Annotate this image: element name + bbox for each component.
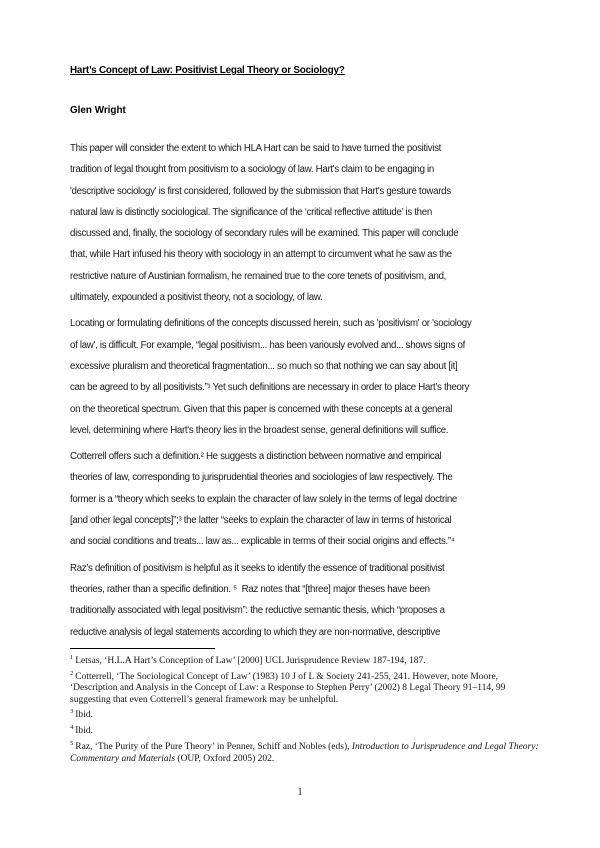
footnote xyxy=(70,742,540,765)
text-line: level, determining where Hart's theory lies in the broadest sense, general definitions will suffice. xyxy=(70,424,449,436)
text-line: can be agreed to by all positivists.”¹ Yet such definitions are necessary in order to place Hart’s theory xyxy=(70,382,470,394)
text-line: reductive analysis of legal statements according to which they are non-normative, descriptive xyxy=(70,626,441,638)
paragraph xyxy=(70,558,540,643)
footnote-marker: 4 xyxy=(70,724,74,732)
paragraph xyxy=(70,138,540,308)
text-line: 'descriptive sociology' is first considered, followed by the submission that Hart's gesture towards xyxy=(70,185,451,197)
footnote xyxy=(70,653,540,667)
footnote-text: Ibid. xyxy=(75,710,93,721)
paragraph xyxy=(70,446,540,552)
footnote xyxy=(70,710,540,721)
text-line: theories of law, corresponding to jurisprudential theories and sociologies of law respectively. The xyxy=(70,472,453,484)
text-line: on the theoretical spectrum. Given that this paper is concerned with these concepts at a general xyxy=(70,403,453,415)
footnote-text: Ibid. xyxy=(75,726,93,737)
page-number: 1 xyxy=(297,787,303,798)
text-line: excessive pluralism and theoretical fragmentation... so much so that nothing we can say about [it] xyxy=(70,360,458,372)
text-line: theories, rather than a specific definition. ⁵ Raz notes that “[three] major theses have been xyxy=(70,583,430,595)
text-line: Raz’s definition of positivism is helpful as it seeks to identify the essence of traditional positivist xyxy=(70,562,445,574)
text-line: Locating or formulating definitions of the concepts discussed herein, such as 'positivism' or 'sociology xyxy=(70,318,472,330)
text-line: tradition of legal thought from positivism to a sociology of law. Hart's claim to be engaging in xyxy=(70,164,434,176)
paragraph xyxy=(70,313,540,441)
text-line: This paper will consider the extent to which HLA Hart can be said to have turned the positivist xyxy=(70,143,442,154)
footnote xyxy=(70,726,540,737)
footnote-separator xyxy=(70,648,215,649)
footnote-text: (OUP, Oxford 2005) 202. xyxy=(175,753,275,764)
footnote-text: Letsas, ‘H.L.A Hart’s Conception of Law’ [2000] UCL Jurisprudence Review 187-194, 187. xyxy=(75,655,426,666)
text-line: restrictive nature of Austinian formalism, he remained true to the core tenets of positivism, and, xyxy=(70,270,447,282)
footnote-marker: 5 xyxy=(70,740,74,748)
footnote-text: Introduction to Jurisprudence and Legal Theory: Commentary and Materials xyxy=(70,742,539,764)
footnote-text: Cotterrell, ‘The Sociological Concept of Law’ (1983) 10 J of L & Society 241-255, 241. However, note Moore, ‘Description and Analysis in the Concept of Law: a Response to Stephen Perry’ (2002) 8 Legal Theory 91–114, 99 suggesting that even Cotterrell’s general framework may be unhelpful. xyxy=(70,671,506,705)
text-line: Cotterrell offers such a definition.² He suggests a distinction between normative and empirical xyxy=(70,451,442,463)
author-name: Glen Wright xyxy=(70,105,126,116)
text-line: of law', is difficult. For example, “legal positivism... has been variously evolved and... shows signs of xyxy=(70,339,466,351)
footnote-marker: 2 xyxy=(70,669,74,677)
text-line: former is a “theory which seeks to explain the character of law solely in the terms of legal doctrine xyxy=(70,493,457,505)
text-line: natural law is distinctly sociological. The significance of the ‘critical reflective attitude’ is then xyxy=(70,206,432,218)
page-content xyxy=(70,64,540,770)
text-line: discussed and, finally, the sociology of secondary rules will be examined. This paper will conclude xyxy=(70,228,459,240)
text-line: [and other legal concepts]”;³ the latter “seeks to explain the character of law in terms of historical xyxy=(70,515,452,527)
footnote xyxy=(70,669,540,706)
text-line: and social conditions and treats... law as... explicable in terms of their social origins and effects.”⁴ xyxy=(70,536,455,548)
footnotes-list xyxy=(70,653,540,765)
body-text xyxy=(70,138,540,643)
text-line: traditionally associated with legal positivism”: the reductive semantic thesis, which “proposes a xyxy=(70,605,445,617)
text-line: ultimately, expounded a positivist theory, not a sociology, of law. xyxy=(70,292,323,304)
footnote-text: Raz, ‘The Purity of the Pure Theory’ in Penner, Schiff and Nobles (eds), xyxy=(75,742,352,753)
text-line: that, while Hart infused his theory with sociology in an attempt to circumvent what he saw as the xyxy=(70,249,452,261)
page-title: Hart’s Concept of Law: Positivist Legal Theory or Sociology? xyxy=(70,65,345,76)
footnote-marker: 3 xyxy=(70,708,74,716)
footnote-marker: 1 xyxy=(70,653,74,661)
